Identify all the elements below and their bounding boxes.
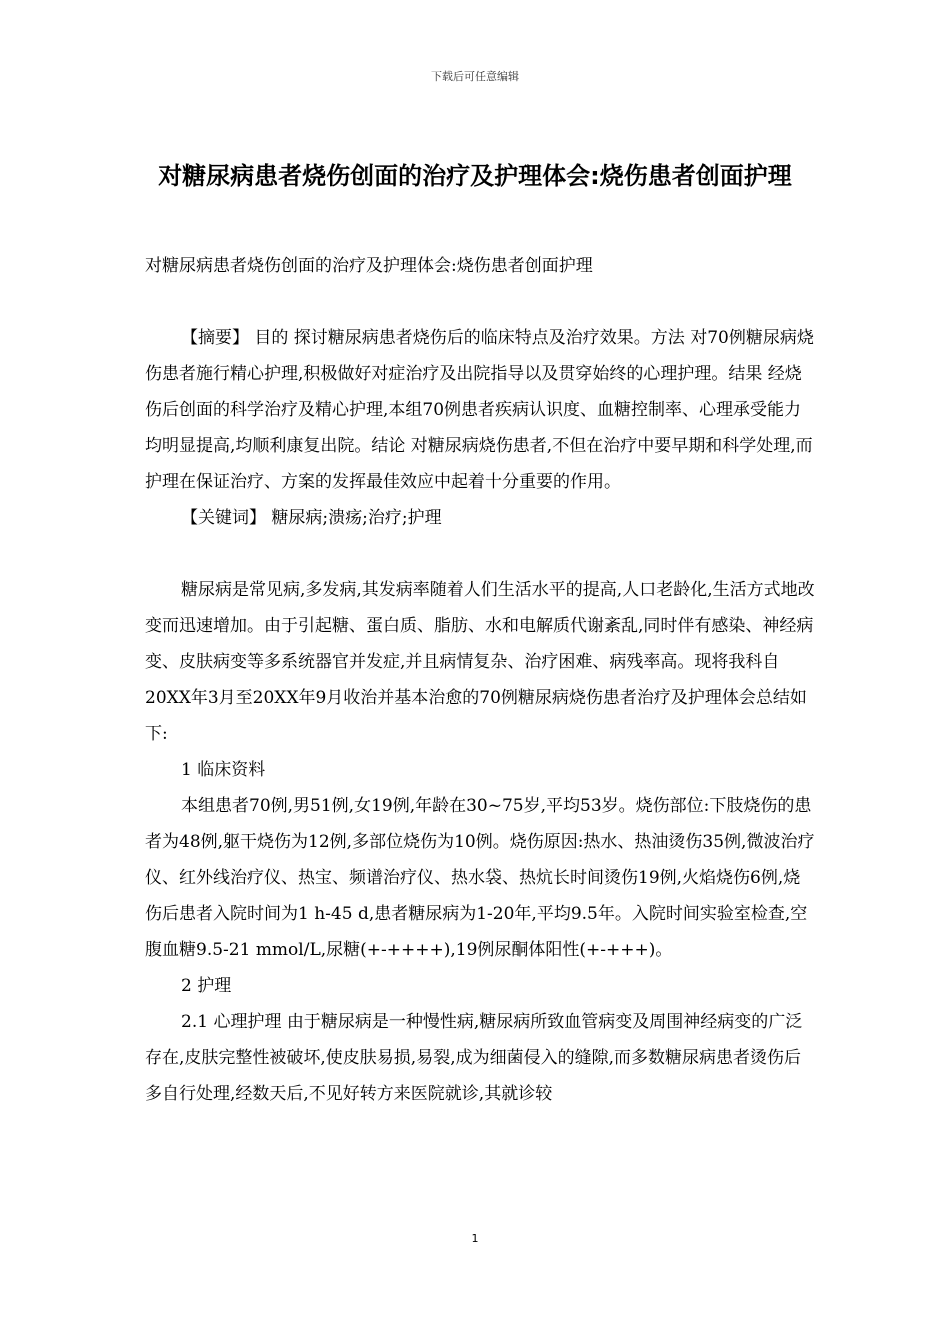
document-body [145, 248, 817, 1112]
section-1-heading: 1 临床资料 [181, 760, 266, 780]
page-number: 1 [471, 1232, 479, 1245]
abstract-paragraph: 【摘要】 目的 探讨糖尿病患者烧伤后的临床特点及治疗效果。方法 对70例糖尿病烧伤患者施行精心护理,积极做好对症治疗及出院指导以及贯穿始终的心理护理。结果 经烧伤后创面的科学治疗及精心护理,本组70例患者疾病认识度、血糖控制率、心理承受能力均明显提高,均顺利康复出院。结论 对糖尿病烧伤患者,不但在治疗中要早期和科学处理,而护理在保证治疗、方案的发挥最佳效应中起着十分重要的作用。 [145, 328, 814, 492]
section-2-heading: 2 护理 [181, 976, 232, 996]
document-subtitle: 对糖尿病患者烧伤创面的治疗及护理体会:烧伤患者创面护理 [145, 256, 593, 276]
document-title: 对糖尿病患者烧伤创面的治疗及护理体会:烧伤患者创面护理 [158, 162, 792, 190]
intro-paragraph: 糖尿病是常见病,多发病,其发病率随着人们生活水平的提高,人口老龄化,生活方式地改变而迅速增加。由于引起糖、蛋白质、脂肪、水和电解质代谢紊乱,同时伴有感染、神经病变、皮肤病变等多系统器官并发症,并且病情复杂、治疗困难、病残率高。现将我科自20XX年3月至20XX年9月收治并基本治愈的70例糖尿病烧伤患者治疗及护理体会总结如下: [145, 580, 815, 744]
page-header: 下载后可任意编辑 [431, 70, 519, 83]
section-1-paragraph: 本组患者70例,男51例,女19例,年龄在30~75岁,平均53岁。烧伤部位:下肢烧伤的患者为48例,躯干烧伤为12例,多部位烧伤为10例。烧伤原因:热水、热油烫伤35例,微波治疗仪、红外线治疗仪、热宝、频谱治疗仪、热水袋、热炕长时间烫伤19例,火焰烧伤6例,烧伤后患者入院时间为1 h-45 d,患者糖尿病为1-20年,平均9.5年。入院时间实验室检查,空腹血糖9.5-21 mmol/L,尿糖(+-++++),19例尿酮体阳性(+-+++)。 [145, 796, 815, 960]
section-2-1-paragraph: 2.1 心理护理 由于糖尿病是一种慢性病,糖尿病所致血管病变及周围神经病变的广泛存在,皮肤完整性被破坏,使皮肤易损,易裂,成为细菌侵入的缝隙,而多数糖尿病患者烫伤后多自行处理,经数天后,不见好转方来医院就诊,其就诊较 [145, 1012, 803, 1104]
keywords-paragraph: 【关键词】 糖尿病;溃疡;治疗;护理 [181, 508, 442, 528]
